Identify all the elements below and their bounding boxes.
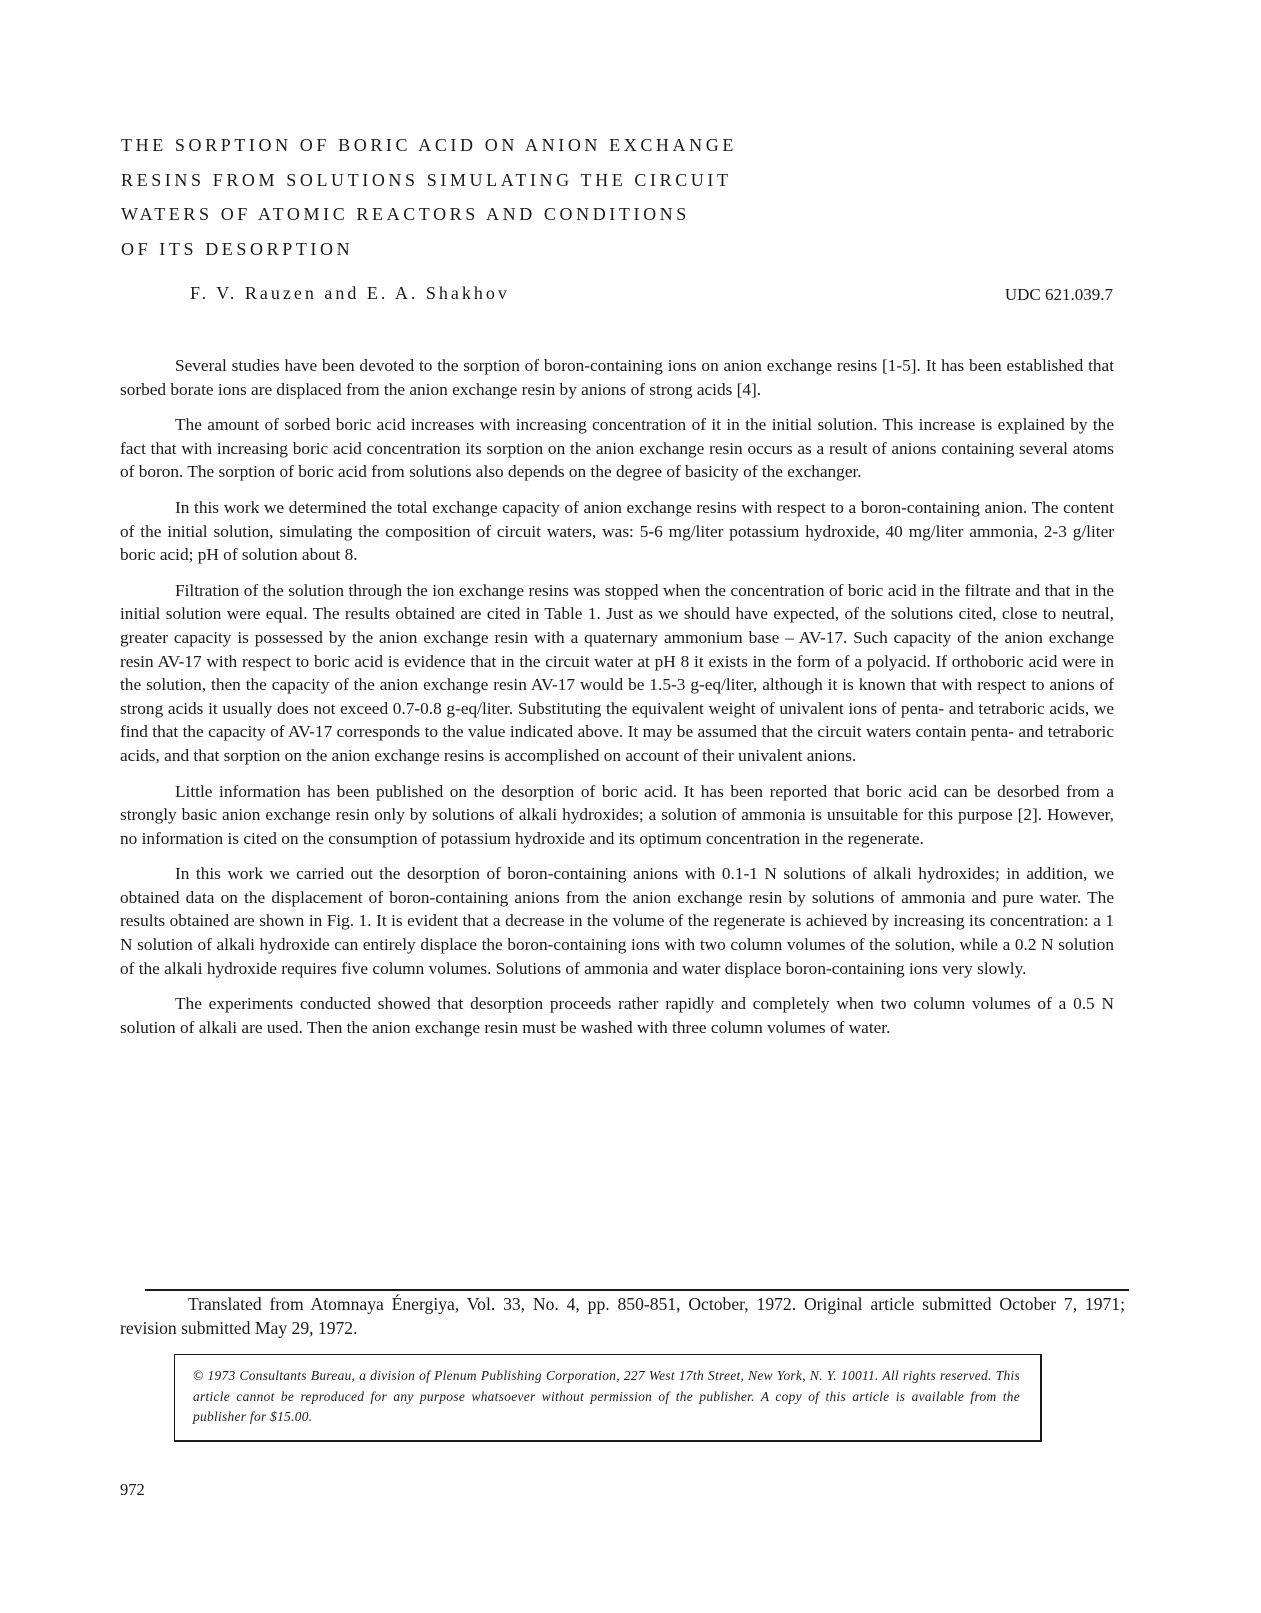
translation-note: Translated from Atomnaya Énergiya, Vol. 33, No. 4, pp. 850-851, October, 1972. Original article submitted October 7, 1971; revision submitted May 29, 1972. — [120, 1294, 1125, 1338]
paragraph: Several studies have been devoted to the sorption of boron-containing ions on anion exchange resins [1-5]. It has been established that sorbed borate ions are displaced from the anion exchange resin by anions of strong acids [4]. — [120, 356, 1114, 399]
title-line: RESINS FROM SOLUTIONS SIMULATING THE CIRCUIT — [121, 169, 732, 190]
title-line: OF ITS DESORPTION — [121, 238, 354, 259]
paragraph: Little information has been published on the desorption of boric acid. It has been reported that boric acid can be desorbed from a strongly basic anion exchange resin only by solutions of alkali hydroxides; a solution of ammonia is unsuitable for this purpose [2]. However, no information is cited on the consumption of potassium hydroxide and its optimum concentration in the regenerate. — [120, 781, 1114, 848]
article-body — [120, 354, 1114, 1051]
title-line: THE SORPTION OF BORIC ACID ON ANION EXCHANGE — [121, 135, 737, 155]
paragraph: In this work we carried out the desorption of boron-containing anions with 0.1-1 N solutions of alkali hydroxides; in addition, we obtained data on the displacement of boron-containing anions from the anion exchange resin by solutions of ammonia and pure water. The results obtained are shown in Fig. 1. It is evident that a decrease in the volume of the regenerate is achieved by increasing its concentration: a 1 N solution of alkali hydroxide can entirely displace the boron-containing ions with two column volumes of the solution, while a 0.2 N solution of the alkali hydroxide requires five column volumes. Solutions of ammonia and water displace boron-containing ions very slowly. — [120, 864, 1114, 978]
article-title — [121, 128, 841, 266]
page-number: 972 — [120, 1480, 145, 1499]
paragraph: In this work we determined the total exchange capacity of anion exchange resins with respect to a boron-containing anion. The content of the initial solution, simulating the composition of circuit waters, was: 5-6 mg/liter potassium hydroxide, 40 mg/liter ammonia, 2-3 g/liter boric acid; pH of solution about 8. — [120, 497, 1114, 565]
footnote-divider — [145, 1289, 1129, 1291]
copyright-box — [174, 1354, 1042, 1442]
paragraph: Filtration of the solution through the ion exchange resins was stopped when the concentration of boric acid in the filtrate and that in the initial solution were equal. The results obtained are cited in Table 1. Just as we should have expected, of the solutions cited, close to neutral, greater capacity is possessed by the anion exchange resin with a quaternary ammonium base – AV-17. Such capacity of the anion exchange resin AV-17 with respect to boric acid is evidence that in the circuit water at pH 8 it exists in the form of a polyacid. If orthoboric acid were in the solution, then the capacity of the anion exchange resin AV-17 would be 1.5-3 g-eq/liter, although it is known that with respect to anions of strong acids it usually does not exceed 0.7-0.8 g-eq/liter. Substituting the equivalent weight of univalent ions of penta- and tetraboric acids, we find that the capacity of AV-17 corresponds to the value indicated above. It may be assumed that the circuit waters contain penta- and tetraboric acids, and that sorption on the anion exchange resins is accomplished on account of their univalent anions. — [120, 580, 1114, 765]
copyright-text: © 1973 Consultants Bureau, a division of Plenum Publishing Corporation, 227 West 17th Street, New York, N. Y. 10011. All rights reserved. This article cannot be reproduced for any purpose whatsoever without permission of the publisher. A copy of this article is available from the publisher for $15.00. — [193, 1368, 1020, 1424]
udc-number: UDC 621.039.7 — [1004, 285, 1113, 304]
title-line: WATERS OF ATOMIC REACTORS AND CONDITIONS — [121, 204, 690, 224]
paragraph: The amount of sorbed boric acid increases with increasing concentration of it in the initial solution. This increase is explained by the fact that with increasing boric acid concentration its sorption on the anion exchange resin occurs as a result of anions containing several atoms of boron. The sorption of boric acid from solutions also depends on the degree of basicity of the exchanger. — [120, 415, 1114, 482]
paragraph: The experiments conducted showed that desorption proceeds rather rapidly and completely when two column volumes of a 0.5 N solution of alkali are used. Then the anion exchange resin must be washed with three column volumes of water. — [120, 994, 1114, 1037]
authors: F. V. Rauzen and E. A. Shakhov — [190, 283, 510, 303]
